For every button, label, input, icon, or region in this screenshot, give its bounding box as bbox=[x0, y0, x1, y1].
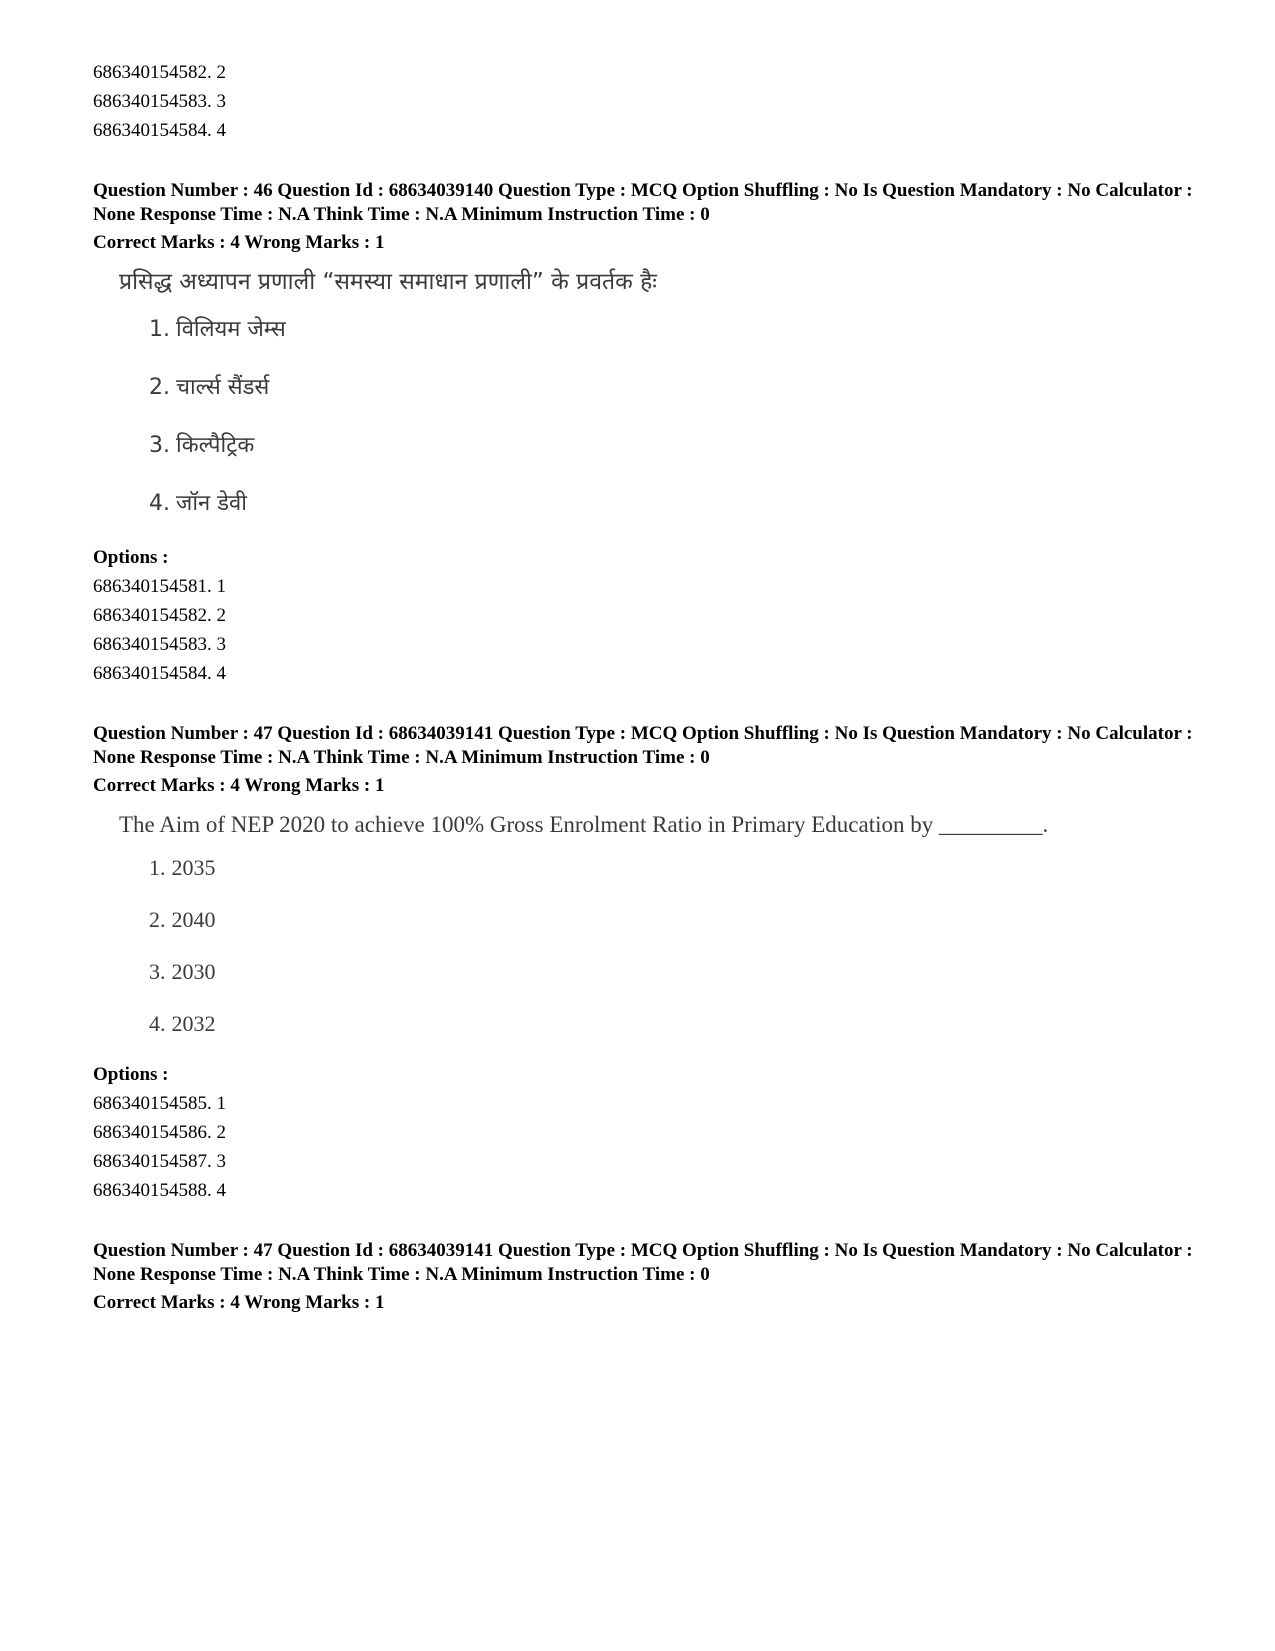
choice-item bbox=[149, 475, 1213, 533]
choice-number: 1. bbox=[149, 317, 170, 342]
choice-item bbox=[149, 301, 1213, 359]
choice-number: 2. bbox=[149, 375, 170, 400]
question-header: Question Number : 47 Question Id : 68634039141 Question Type : MCQ Option Shuffling : No Is Question Mandatory : No Calculator : None Response Time : N.A Think Time : N.A Minimum Instruction Time : 0 bbox=[93, 723, 1193, 768]
question-header: Question Number : 46 Question Id : 68634039140 Question Type : MCQ Option Shuffling : No Is Question Mandatory : No Calculator : None Response Time : N.A Think Time : N.A Minimum Instruction Time : 0 bbox=[93, 180, 1193, 225]
choice-number: 3. bbox=[149, 433, 170, 458]
choice-text: 2030 bbox=[171, 959, 216, 984]
choice-text: 2035 bbox=[171, 855, 216, 880]
option-id-line: 686340154584. 4 bbox=[93, 120, 226, 141]
choice-item bbox=[149, 894, 1213, 946]
document-page bbox=[93, 58, 1213, 1315]
marks-line: Correct Marks : 4 Wrong Marks : 1 bbox=[93, 1292, 385, 1313]
question-content bbox=[119, 255, 1213, 533]
question-stem: The Aim of NEP 2020 to achieve 100% Gross Enrolment Ratio in Primary Education by _________. bbox=[119, 812, 1049, 837]
options-list bbox=[93, 572, 1213, 688]
option-id-line: 686340154588. 4 bbox=[93, 1180, 226, 1201]
choice-text: जॉन डेवी bbox=[176, 491, 247, 516]
choice-item bbox=[149, 359, 1213, 417]
question-block-47-repeat bbox=[93, 1239, 1213, 1315]
options-label: Options : bbox=[93, 547, 169, 568]
choice-number: 3. bbox=[149, 959, 166, 984]
choice-item bbox=[149, 998, 1213, 1050]
choice-number: 1. bbox=[149, 855, 166, 880]
question-block-47 bbox=[93, 722, 1213, 1205]
marks-line: Correct Marks : 4 Wrong Marks : 1 bbox=[93, 232, 385, 253]
options-list bbox=[93, 1089, 1213, 1205]
option-id-line: 686340154584. 4 bbox=[93, 663, 226, 684]
choice-number: 4. bbox=[149, 491, 170, 516]
option-id-line: 686340154586. 2 bbox=[93, 1122, 226, 1143]
question-content bbox=[119, 798, 1213, 1050]
choice-item bbox=[149, 946, 1213, 998]
choice-number: 4. bbox=[149, 1011, 166, 1036]
choice-text: विलियम जेम्स bbox=[176, 317, 286, 342]
choice-number: 2. bbox=[149, 907, 166, 932]
choice-text: 2040 bbox=[171, 907, 216, 932]
option-id-line: 686340154582. 2 bbox=[93, 62, 226, 83]
question-header: Question Number : 47 Question Id : 68634039141 Question Type : MCQ Option Shuffling : No Is Question Mandatory : No Calculator : None Response Time : N.A Think Time : N.A Minimum Instruction Time : 0 bbox=[93, 1240, 1193, 1285]
question-block-46 bbox=[93, 179, 1213, 688]
question-stem: प्रसिद्ध अध्यापन प्रणाली “समस्या समाधान प्रणाली” के प्रवर्तक हैः bbox=[119, 269, 657, 295]
choice-text: 2032 bbox=[171, 1011, 216, 1036]
choice-text: किल्पैट्रिक bbox=[176, 433, 255, 458]
options-label: Options : bbox=[93, 1064, 169, 1085]
option-id-line: 686340154582. 2 bbox=[93, 605, 226, 626]
option-id-line: 686340154583. 3 bbox=[93, 91, 226, 112]
previous-options-list bbox=[93, 58, 1213, 145]
option-id-line: 686340154585. 1 bbox=[93, 1093, 226, 1114]
option-id-line: 686340154587. 3 bbox=[93, 1151, 226, 1172]
option-id-line: 686340154583. 3 bbox=[93, 634, 226, 655]
marks-line: Correct Marks : 4 Wrong Marks : 1 bbox=[93, 775, 385, 796]
option-id-line: 686340154581. 1 bbox=[93, 576, 226, 597]
choice-item bbox=[149, 417, 1213, 475]
choice-text: चार्ल्स सैंडर्स bbox=[176, 375, 270, 400]
choice-item bbox=[149, 842, 1213, 894]
